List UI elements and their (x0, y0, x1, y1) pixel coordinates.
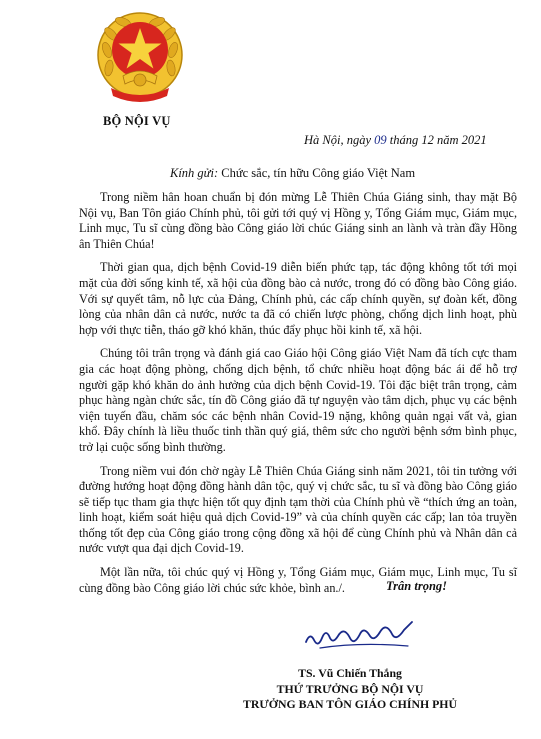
closing: Trân trọng! (386, 579, 448, 593)
paragraph-2: Thời gian qua, dịch bệnh Covid-19 diễn biến phức tạp, tác động không tốt tới mọi mặt của đời sống kinh tế, xã hội của đồng bào cả nước, trong đó có đồng bào Công giáo. Với sự quyết tâm, nỗ lực của Đảng, Chính phủ, các cấp chính quyền, sự đoàn kết, đồng lòng của nhân dân cả nước, nước ta đã có chiến lược phòng, chống dịch linh hoạt, phù hợp với thực tiễn, tháo gỡ khó khăn, thúc đẩy phục hồi kinh tế, xã hội. (79, 260, 517, 337)
paragraph-4: Trong niềm vui đón chờ ngày Lễ Thiên Chúa Giáng sinh năm 2021, tôi tin tưởng với đường hướng hoạt động đồng hành dân tộc, quý vị chức sắc, tu sĩ và đồng bào Công giáo sẽ tiếp tục tham gia thực hiện tốt quy định tạm thời của Chính phủ về “thích ứng an toàn, linh hoạt, kiểm soát hiệu quả dịch Covid-19” và của chính quyền các cấp; lan tỏa truyền thống tốt đẹp của Công giáo trong cộng đồng xã hội để cùng Chính phủ và Nhân dân cả nước vượt qua đại dịch Covid-19. (79, 463, 517, 556)
signer-title-1: THỨ TRƯỞNG BỘ NỘI VỤ (276, 681, 424, 696)
handwritten-signature (300, 612, 420, 656)
date-suffix: tháng 12 năm 2021 (386, 133, 487, 147)
letter-body (79, 190, 517, 604)
signer-title-2: TRƯỞNG BAN TÔN GIÁO CHÍNH PHỦ (243, 697, 457, 711)
paragraph-3: Chúng tôi trân trọng và đánh giá cao Giáo hội Công giáo Việt Nam đã tích cực tham gia các hoạt động phòng, chống dịch bệnh, tổ chức nhiều hoạt động bác ái để hỗ trợ người gặp khó khăn do ảnh hưởng của dịch bệnh Covid-19. Tôi đặc biệt trân trọng, cảm phục hàng ngàn chức sắc, tín đồ Công giáo đã tự nguyện vào tâm dịch, phục vụ các bệnh viện tuyến đầu, chăm sóc các bệnh nhân Covid-19 nặng, không quản ngại vất vả, gian khổ. Đây chính là liều thuốc tinh thần quý giá, thêm sức cho người bệnh sớm bình phục, trở lại cuộc sống bình thường. (79, 346, 517, 454)
national-emblem-icon (95, 10, 185, 104)
salutation-label: Kính gửi: (170, 166, 219, 180)
paragraph-5: Một lần nữa, tôi chúc quý vị Hồng y, Tổng Giám mục, Giám mục, Linh mục, Tu sĩ cùng đồng bào Công giáo lời chúc sức khỏe, bình an./. (79, 565, 517, 595)
signer-name: TS. Vũ Chiến Thắng (298, 666, 402, 680)
ministry-name: BỘ NỘI VỤ (103, 114, 171, 128)
date-prefix: Hà Nội, ngày (304, 133, 375, 147)
dateline (304, 133, 487, 148)
date-day: 09 (374, 133, 387, 147)
salutation (170, 166, 415, 181)
salutation-recipients: Chức sắc, tín hữu Công giáo Việt Nam (218, 166, 416, 180)
signer-block (220, 666, 480, 713)
paragraph-1: Trong niềm hân hoan chuẩn bị đón mừng Lễ Thiên Chúa Giáng sinh, thay mặt Bộ Nội vụ, Ban Tôn giáo Chính phủ, tôi gửi tới quý vị Hồng y, Tổng Giám mục, Giám mục, Linh mục, Tu sĩ cùng đồng bào Công giáo lời chúc Giáng sinh an lành và tràn đầy Hồng ân Thiên Chúa! (79, 190, 517, 251)
